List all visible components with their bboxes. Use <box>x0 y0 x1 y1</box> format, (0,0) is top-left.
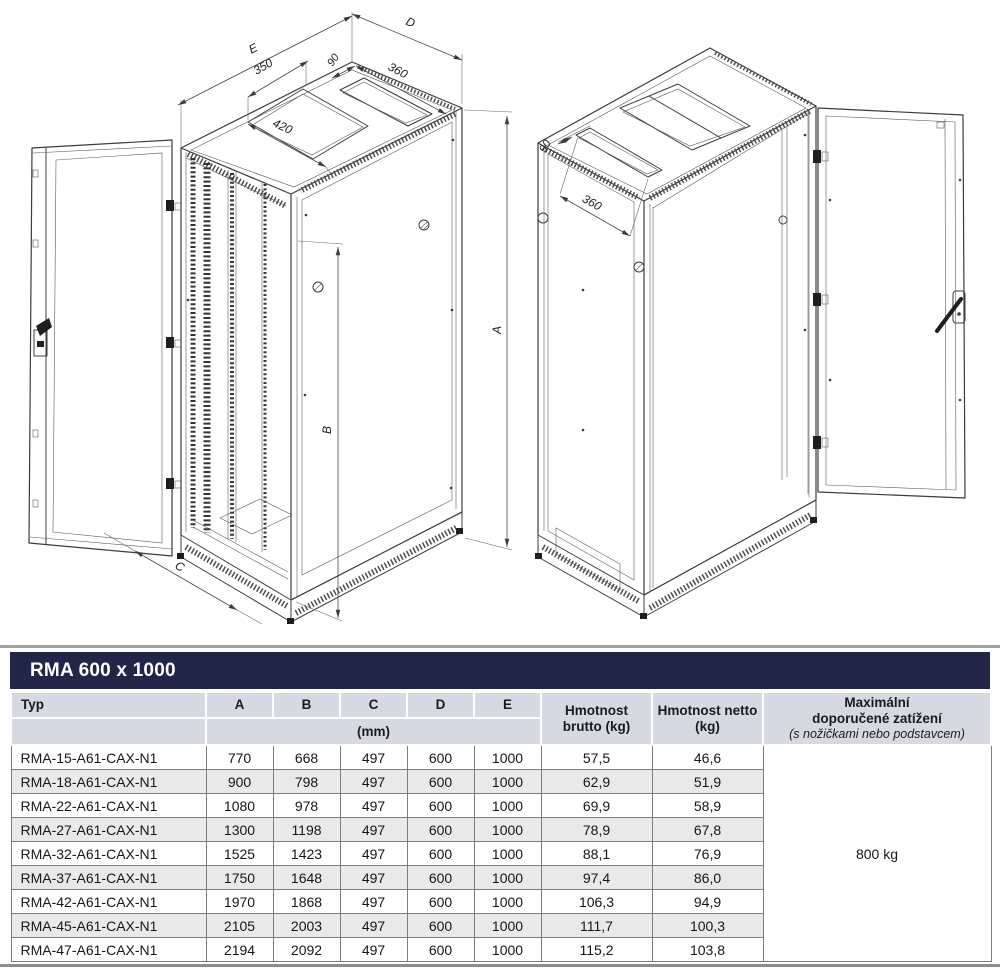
col-header-e: E <box>474 692 541 718</box>
cell-d: 600 <box>407 818 474 842</box>
cell-b: 2092 <box>273 938 340 962</box>
cell-b: 1198 <box>273 818 340 842</box>
col-header-mm: (mm) <box>206 718 541 745</box>
header-netto-line2: (kg) <box>695 718 720 734</box>
cabinet-base <box>177 512 463 624</box>
header-netto-line1: Hmotnost netto <box>657 702 758 718</box>
cell-brutto: 97,4 <box>541 866 652 890</box>
cell-b: 668 <box>273 745 340 770</box>
cell-d: 600 <box>407 914 474 938</box>
cell-brutto: 106,3 <box>541 890 652 914</box>
cell-c: 497 <box>340 938 407 962</box>
cell-netto: 100,3 <box>652 914 763 938</box>
cell-a: 1300 <box>206 818 273 842</box>
cell-typ: RMA-22-A61-CAX-N1 <box>11 794 206 818</box>
col-header-netto <box>652 692 763 745</box>
cell-netto: 103,8 <box>652 938 763 962</box>
cell-c: 497 <box>340 745 407 770</box>
cell-a: 1970 <box>206 890 273 914</box>
header-max-line3: (s nožičkami nebo podstavcem) <box>789 727 965 742</box>
cell-typ: RMA-27-A61-CAX-N1 <box>11 818 206 842</box>
cabinet-interior-rails <box>186 158 292 579</box>
cell-d: 600 <box>407 794 474 818</box>
cell-brutto: 62,9 <box>541 770 652 794</box>
dim-label-A: A <box>490 325 504 335</box>
side-panel-knockouts-rear <box>538 213 787 272</box>
cell-b: 978 <box>273 794 340 818</box>
cell-brutto: 78,9 <box>541 818 652 842</box>
cell-max-load: 800 kg <box>763 745 991 962</box>
col-header-brutto <box>541 692 652 745</box>
front-door-open <box>29 140 181 556</box>
rear-door-open <box>813 108 965 498</box>
col-header-max-load <box>763 692 991 745</box>
cabinet-front-open-drawing <box>0 0 518 645</box>
cell-b: 1423 <box>273 842 340 866</box>
cell-d: 600 <box>407 842 474 866</box>
cell-c: 497 <box>340 866 407 890</box>
cabinet-rear-open-drawing <box>520 0 1000 645</box>
cell-netto: 58,9 <box>652 794 763 818</box>
header-max-line2: doporučené zatížení <box>812 711 942 727</box>
cabinet-body-rear <box>535 48 817 619</box>
cell-a: 900 <box>206 770 273 794</box>
cell-e: 1000 <box>474 794 541 818</box>
cell-typ: RMA-15-A61-CAX-N1 <box>11 745 206 770</box>
cell-netto: 94,9 <box>652 890 763 914</box>
dim-label-350: 350 <box>250 55 276 78</box>
cell-a: 1750 <box>206 866 273 890</box>
dim-label-90: 90 <box>325 51 342 69</box>
cell-d: 600 <box>407 745 474 770</box>
cell-typ: RMA-42-A61-CAX-N1 <box>11 890 206 914</box>
cell-d: 600 <box>407 770 474 794</box>
door-lock <box>34 318 52 356</box>
cell-a: 2194 <box>206 938 273 962</box>
cell-c: 497 <box>340 890 407 914</box>
cell-typ: RMA-45-A61-CAX-N1 <box>11 914 206 938</box>
cell-typ: RMA-32-A61-CAX-N1 <box>11 842 206 866</box>
cell-netto: 46,6 <box>652 745 763 770</box>
cell-e: 1000 <box>474 745 541 770</box>
cell-b: 2003 <box>273 914 340 938</box>
col-header-a: A <box>206 692 273 718</box>
cell-b: 1648 <box>273 866 340 890</box>
side-panel-knockouts <box>313 220 429 292</box>
cell-d: 600 <box>407 866 474 890</box>
dim-label-E: E <box>246 40 260 57</box>
cell-netto: 67,8 <box>652 818 763 842</box>
cell-c: 497 <box>340 914 407 938</box>
cabinet-base-rear <box>535 500 817 619</box>
dim-label-360-rear: 360 <box>579 191 605 214</box>
col-header-b: B <box>273 692 340 718</box>
header-brutto-line1: Hmotnost <box>565 702 628 718</box>
col-header-d: D <box>407 692 474 718</box>
spec-table <box>10 691 992 962</box>
cell-e: 1000 <box>474 770 541 794</box>
header-brutto-line2: brutto (kg) <box>562 718 631 734</box>
cell-c: 497 <box>340 842 407 866</box>
cell-b: 798 <box>273 770 340 794</box>
cell-e: 1000 <box>474 890 541 914</box>
cell-e: 1000 <box>474 818 541 842</box>
cell-d: 600 <box>407 890 474 914</box>
cell-netto: 86,0 <box>652 866 763 890</box>
cell-e: 1000 <box>474 866 541 890</box>
roof-cable-cutout-big <box>620 84 750 150</box>
cell-brutto: 57,5 <box>541 745 652 770</box>
cell-b: 1868 <box>273 890 340 914</box>
door-hinges <box>166 200 181 489</box>
cell-c: 497 <box>340 818 407 842</box>
dimension-lines-rear <box>537 126 648 236</box>
cell-c: 497 <box>340 794 407 818</box>
cell-a: 1525 <box>206 842 273 866</box>
cell-typ: RMA-18-A61-CAX-N1 <box>11 770 206 794</box>
cell-e: 1000 <box>474 842 541 866</box>
dim-label-B: B <box>320 425 334 435</box>
cell-netto: 51,9 <box>652 770 763 794</box>
dim-label-D: D <box>403 14 418 31</box>
cell-typ: RMA-37-A61-CAX-N1 <box>11 866 206 890</box>
table-row <box>11 745 991 770</box>
cell-brutto: 69,9 <box>541 794 652 818</box>
cell-a: 770 <box>206 745 273 770</box>
cell-c: 497 <box>340 770 407 794</box>
dim-label-C: C <box>172 558 187 575</box>
dim-label-360: 360 <box>385 59 411 82</box>
top-divider <box>0 645 1000 648</box>
cell-brutto: 111,7 <box>541 914 652 938</box>
cell-e: 1000 <box>474 914 541 938</box>
cell-brutto: 88,1 <box>541 842 652 866</box>
roof-cable-cutout-left <box>248 89 368 159</box>
col-header-c: C <box>340 692 407 718</box>
cell-d: 600 <box>407 938 474 962</box>
cell-e: 1000 <box>474 938 541 962</box>
cell-brutto: 115,2 <box>541 938 652 962</box>
rear-door-handle <box>937 291 965 331</box>
spec-section <box>0 645 1000 967</box>
header-max-line1: Maximální <box>844 695 910 711</box>
dim-label-420: 420 <box>270 115 295 137</box>
header-row-1 <box>11 692 991 718</box>
table-title: RMA 600 x 1000 <box>10 652 990 691</box>
col-header-typ: Typ <box>11 692 206 718</box>
col-header-empty <box>11 718 206 745</box>
cell-a: 1080 <box>206 794 273 818</box>
cell-typ: RMA-47-A61-CAX-N1 <box>11 938 206 962</box>
bottom-divider <box>0 964 1000 967</box>
cell-netto: 76,9 <box>652 842 763 866</box>
cell-a: 2105 <box>206 914 273 938</box>
roof-cable-cutout-right <box>340 78 432 126</box>
dim-label-90-rear: 90 <box>537 138 554 155</box>
